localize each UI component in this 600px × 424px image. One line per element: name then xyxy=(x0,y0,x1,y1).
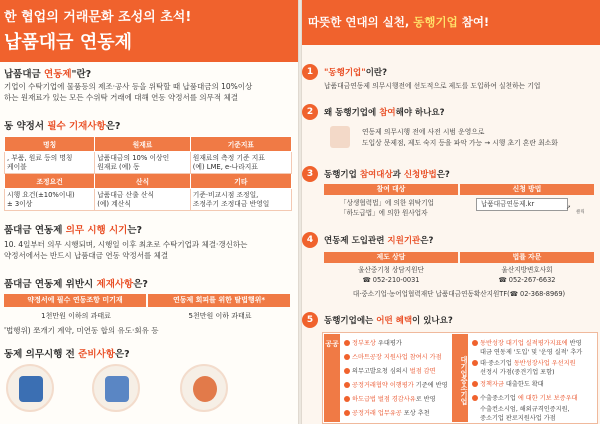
why-join-text-2: 도입상 문제점, 제도 숙지 등을 파악 가능 → 시행 초기 혼란 최소화 xyxy=(362,139,558,147)
sanctions-note: '법행위) 쪼개기 계약, 미연동 합의 유도·회유 등 xyxy=(4,326,159,335)
list-item: 대·중소기업 동반성장사업 우선지원 xyxy=(472,358,576,367)
definition-text-1: 기업이 수탁기업에 물품등의 제조·공사 등을 위탁할 때 납품대금의 10%이상 xyxy=(4,82,253,91)
table-cell: 납품대금의 10% 이상인 원재료 (예) 동 xyxy=(95,152,191,174)
right-page xyxy=(300,0,600,424)
table-cell: 기준·비교시점 조정일, 조정주기 조정대금 반영일 xyxy=(190,189,291,211)
right-header-title: 따뜻한 연대의 실천, 동행기업 참여! xyxy=(308,15,490,29)
section-why-join-title: 왜 동행기업에 참여해야 하나요? xyxy=(324,108,445,118)
list-item: 중소기업 판로지원사업 가점 xyxy=(480,415,556,422)
step-number: 3 xyxy=(302,166,318,182)
section-eligibility-title: 동행기업 참여대상과 신청방법은? xyxy=(324,170,450,180)
application-method-header: 신청 방법 xyxy=(460,184,594,195)
sanction-label: 약정서에 필수 연동조항 미기재 xyxy=(4,294,146,307)
header-slogan: 한 협업의 거래문화 조성의 초석! xyxy=(4,10,192,25)
header-title: 납품대금 연동제 xyxy=(4,32,132,53)
section-preparation-title: 동제 의무시행 전 준비사항은? xyxy=(4,349,130,360)
consulting-org: 울산중기청 상담지원단 xyxy=(358,266,424,274)
cursor-icon: ➚ xyxy=(566,204,572,211)
step-number: 4 xyxy=(302,232,318,248)
eligibility-header: 참여 대상 xyxy=(324,184,458,195)
section-enforcement-date-title: 품대금 연동제 의무 시행 시기는? xyxy=(4,225,143,236)
legal-phone: ☎ 052-267-6632 xyxy=(498,276,556,284)
list-item: 의무고발요청 심의시 벌점 감면 xyxy=(344,366,436,375)
table-header: 원재료 xyxy=(95,137,191,152)
public-tag: 공공 xyxy=(324,334,340,422)
list-item: 동반성장 대기업 실적평가지표에 반영 xyxy=(472,338,582,347)
list-item: 공정거래 업무유공 포상 추천 xyxy=(344,408,430,417)
left-header xyxy=(0,0,300,62)
table-header: 기타 xyxy=(190,174,291,189)
gear-icon xyxy=(330,126,350,148)
list-item: 하도급법 벌점 경감사유로 반영 xyxy=(344,394,436,403)
section-required-items-title: 동 약정서 필수 기재사항은? xyxy=(4,121,121,132)
list-item: 수출중소기업 에 대한 기보 보증우대 xyxy=(472,393,578,402)
table-header: 산식 xyxy=(95,174,191,189)
list-item: 선정시 가점(중견기업 포함) xyxy=(480,369,555,376)
definition-text-2: 하는 원재료가 있는 모든 수위탁 거래에 대해 연동 약정서를 의무적 체결 xyxy=(4,93,238,102)
section-benefits-title: 동행기업에는 어떤 혜택이 있나요? xyxy=(324,316,453,326)
list-item: 스마트공장 지원사업 참여시 가점 xyxy=(344,352,442,361)
sanction-value: 1천만원 이하의 과태료 xyxy=(41,312,111,320)
page-fold-divider xyxy=(298,0,302,424)
table-header: 조정요건 xyxy=(5,174,95,189)
step-number: 2 xyxy=(302,104,318,120)
table-cell: 납품대금 산출 산식 (예) 계산식 xyxy=(95,189,191,211)
section-definition-title: 납품대금 연동제"란? xyxy=(4,69,92,80)
section-partner-definition-title: "동행기업"이란? xyxy=(324,68,388,78)
list-item: 공정거래협약 이행평가 기준에 반영 xyxy=(344,380,448,389)
click-label: 클릭 xyxy=(576,210,585,215)
table-cell: 원재료의 측정 기준 지표 (예) LME, e-나라지표 xyxy=(190,152,291,174)
foundation-contact: 대·중소기업·농어업협력재단 납품대금연동확산지원TF(☎ 02-368-8969) xyxy=(352,290,566,298)
sanctions-header-bar xyxy=(4,294,292,307)
step-number: 5 xyxy=(302,312,318,328)
preparation-illustration-1 xyxy=(6,364,54,412)
preparation-illustration-3 xyxy=(180,364,228,412)
consulting-header: 제도 상담 xyxy=(324,252,458,263)
consulting-phone: ☎ 052-210-0031 xyxy=(362,276,420,284)
eligibility-item-2: 「하도급법」에 의한 원사업자 xyxy=(340,209,428,217)
list-item: 대금 연동제 '도입' 및 '운영 실적' 추가 xyxy=(480,349,583,356)
table-header: 명칭 xyxy=(5,137,95,152)
list-item: 수출컨소시엄, 해외규격인증지원, xyxy=(480,406,570,413)
why-join-text-1: 연동제 의무시행 전에 사전 시범 운영으로 xyxy=(362,128,485,136)
eligibility-item-1: 「상생협력법」에 의한 위탁기업 xyxy=(340,199,434,207)
sanction-value: 5천만원 이하 과태료 xyxy=(188,312,252,320)
table-header: 기준지표 xyxy=(190,137,291,152)
list-item: 정부포상 우대평가 xyxy=(344,338,402,347)
enforcement-text-2: 약정서에서는 반드시 납품대금 연동 약정서를 체결 xyxy=(4,251,169,260)
partner-definition-text: 납품대금연동제 의무시행전에 선도적으로 제도를 도입하여 실천하는 기업 xyxy=(324,82,541,90)
corporate-tag: 대기업중소기업 xyxy=(452,334,468,422)
legal-advice-header: 법률 자문 xyxy=(460,252,594,263)
table-cell: , 부품, 원료 등의 명칭 케이블 xyxy=(5,152,95,174)
section-support-orgs-title: 연동제 도입관련 지원기관은? xyxy=(324,236,434,246)
sanction-label: 연동제 회피를 위한 탈법행위* xyxy=(148,294,290,307)
list-item: 정책자금 대출한도 확대 xyxy=(472,379,544,388)
sanctions-values xyxy=(4,311,292,321)
required-items-table xyxy=(4,136,292,211)
table-cell: 시행 요건(±10%이내) ± 3이상 xyxy=(5,189,95,211)
section-sanctions-title: 품대금 연동제 위반시 제재사항은? xyxy=(4,279,148,290)
legal-org: 울산지방변호사회 xyxy=(501,266,553,274)
application-url-field[interactable]: 납품대금연동제.kr xyxy=(476,198,568,211)
enforcement-text-1: 10. 4일부터 의무 시행되며, 시행일 이후 최초로 수탁기업과 체결·갱신하는 xyxy=(4,240,248,249)
step-number: 1 xyxy=(302,64,318,80)
preparation-illustration-2 xyxy=(92,364,140,412)
